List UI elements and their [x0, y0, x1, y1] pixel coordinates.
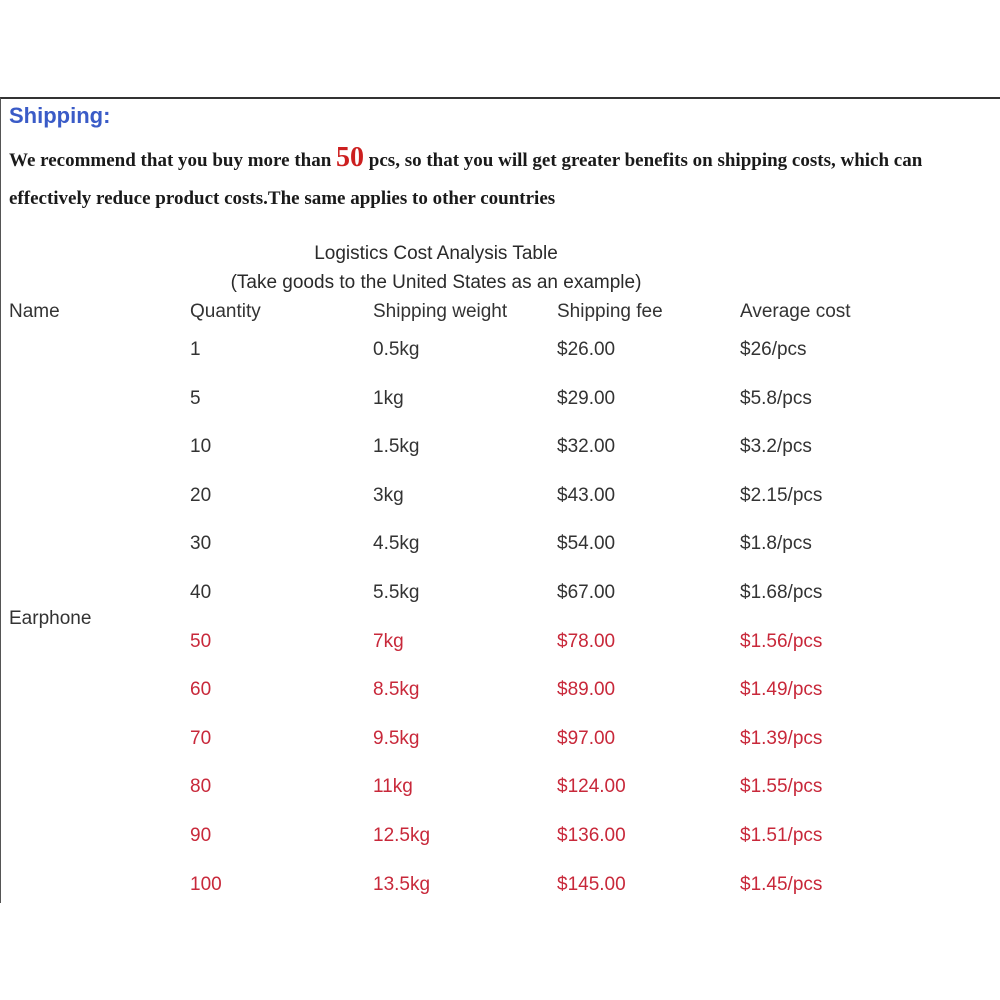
cell-quantity: 30 [190, 533, 212, 554]
cell-shipping-fee: $145.00 [557, 874, 626, 895]
cell-average-cost: $1.51/pcs [740, 825, 823, 846]
cell-shipping-fee: $32.00 [557, 436, 616, 457]
cell-shipping-fee: $26.00 [557, 339, 616, 360]
cell-shipping-weight: 13.5kg [373, 874, 431, 895]
cell-average-cost: $1.56/pcs [740, 631, 823, 652]
cell-average-cost: $1.39/pcs [740, 728, 823, 749]
cell-average-cost: $26/pcs [740, 339, 807, 360]
cell-shipping-fee: $124.00 [557, 776, 626, 797]
cell-shipping-fee: $89.00 [557, 679, 616, 700]
cell-shipping-weight: 4.5kg [373, 533, 420, 554]
cell-shipping-weight: 12.5kg [373, 825, 431, 846]
table-subtitle: (Take goods to the United States as an example) [230, 272, 642, 293]
cell-shipping-fee: $97.00 [557, 728, 616, 749]
cell-shipping-weight: 1.5kg [373, 436, 420, 457]
cell-quantity: 1 [190, 339, 201, 360]
page-bottom [0, 903, 1000, 1000]
cell-average-cost: $1.68/pcs [740, 582, 823, 603]
cell-shipping-fee: $78.00 [557, 631, 616, 652]
cell-quantity: 10 [190, 436, 212, 457]
cell-shipping-weight: 7kg [373, 631, 404, 652]
cell-shipping-weight: 11kg [373, 776, 413, 797]
cell-quantity: 5 [190, 388, 201, 409]
cell-shipping-fee: $29.00 [557, 388, 616, 409]
cell-quantity: 70 [190, 728, 212, 749]
intro-paragraph [9, 139, 989, 218]
cell-shipping-fee: $43.00 [557, 485, 616, 506]
product-name: Earphone [9, 608, 92, 629]
cell-quantity: 20 [190, 485, 212, 506]
cell-average-cost: $1.49/pcs [740, 679, 823, 700]
cell-shipping-weight: 9.5kg [373, 728, 420, 749]
header-average-cost: Average cost [740, 301, 851, 322]
section-heading: Shipping: [9, 103, 111, 128]
header-shipping-fee: Shipping fee [557, 301, 663, 322]
cell-shipping-weight: 1kg [373, 388, 404, 409]
cell-shipping-weight: 5.5kg [373, 582, 420, 603]
header-quantity: Quantity [190, 301, 261, 322]
shipping-panel [0, 97, 1000, 903]
cell-average-cost: $5.8/pcs [740, 388, 812, 409]
intro-text-before: We recommend that you buy more than [9, 150, 337, 171]
cell-shipping-fee: $67.00 [557, 582, 616, 603]
header-shipping-weight: Shipping weight [373, 301, 508, 322]
intro-text-after: pcs, so that you will get greater benefits on shipping costs, which can effectively reduce product costs.The same applies to other countries [9, 150, 923, 209]
cell-shipping-fee: $54.00 [557, 533, 616, 554]
cell-average-cost: $1.55/pcs [740, 776, 823, 797]
cell-quantity: 100 [190, 874, 222, 895]
cell-average-cost: $1.8/pcs [740, 533, 812, 554]
cell-shipping-fee: $136.00 [557, 825, 626, 846]
cell-quantity: 40 [190, 582, 212, 603]
cell-shipping-weight: 3kg [373, 485, 404, 506]
header-name: Name [9, 301, 60, 322]
cell-quantity: 60 [190, 679, 212, 700]
cell-quantity: 50 [190, 631, 212, 652]
cell-shipping-weight: 8.5kg [373, 679, 420, 700]
cell-average-cost: $2.15/pcs [740, 485, 823, 506]
cell-average-cost: $3.2/pcs [740, 436, 812, 457]
cell-average-cost: $1.45/pcs [740, 874, 823, 895]
cell-quantity: 80 [190, 776, 212, 797]
cell-quantity: 90 [190, 825, 212, 846]
intro-highlight-quantity: 50 [336, 142, 365, 173]
table-title: Logistics Cost Analysis Table [314, 243, 558, 264]
cell-shipping-weight: 0.5kg [373, 339, 420, 360]
